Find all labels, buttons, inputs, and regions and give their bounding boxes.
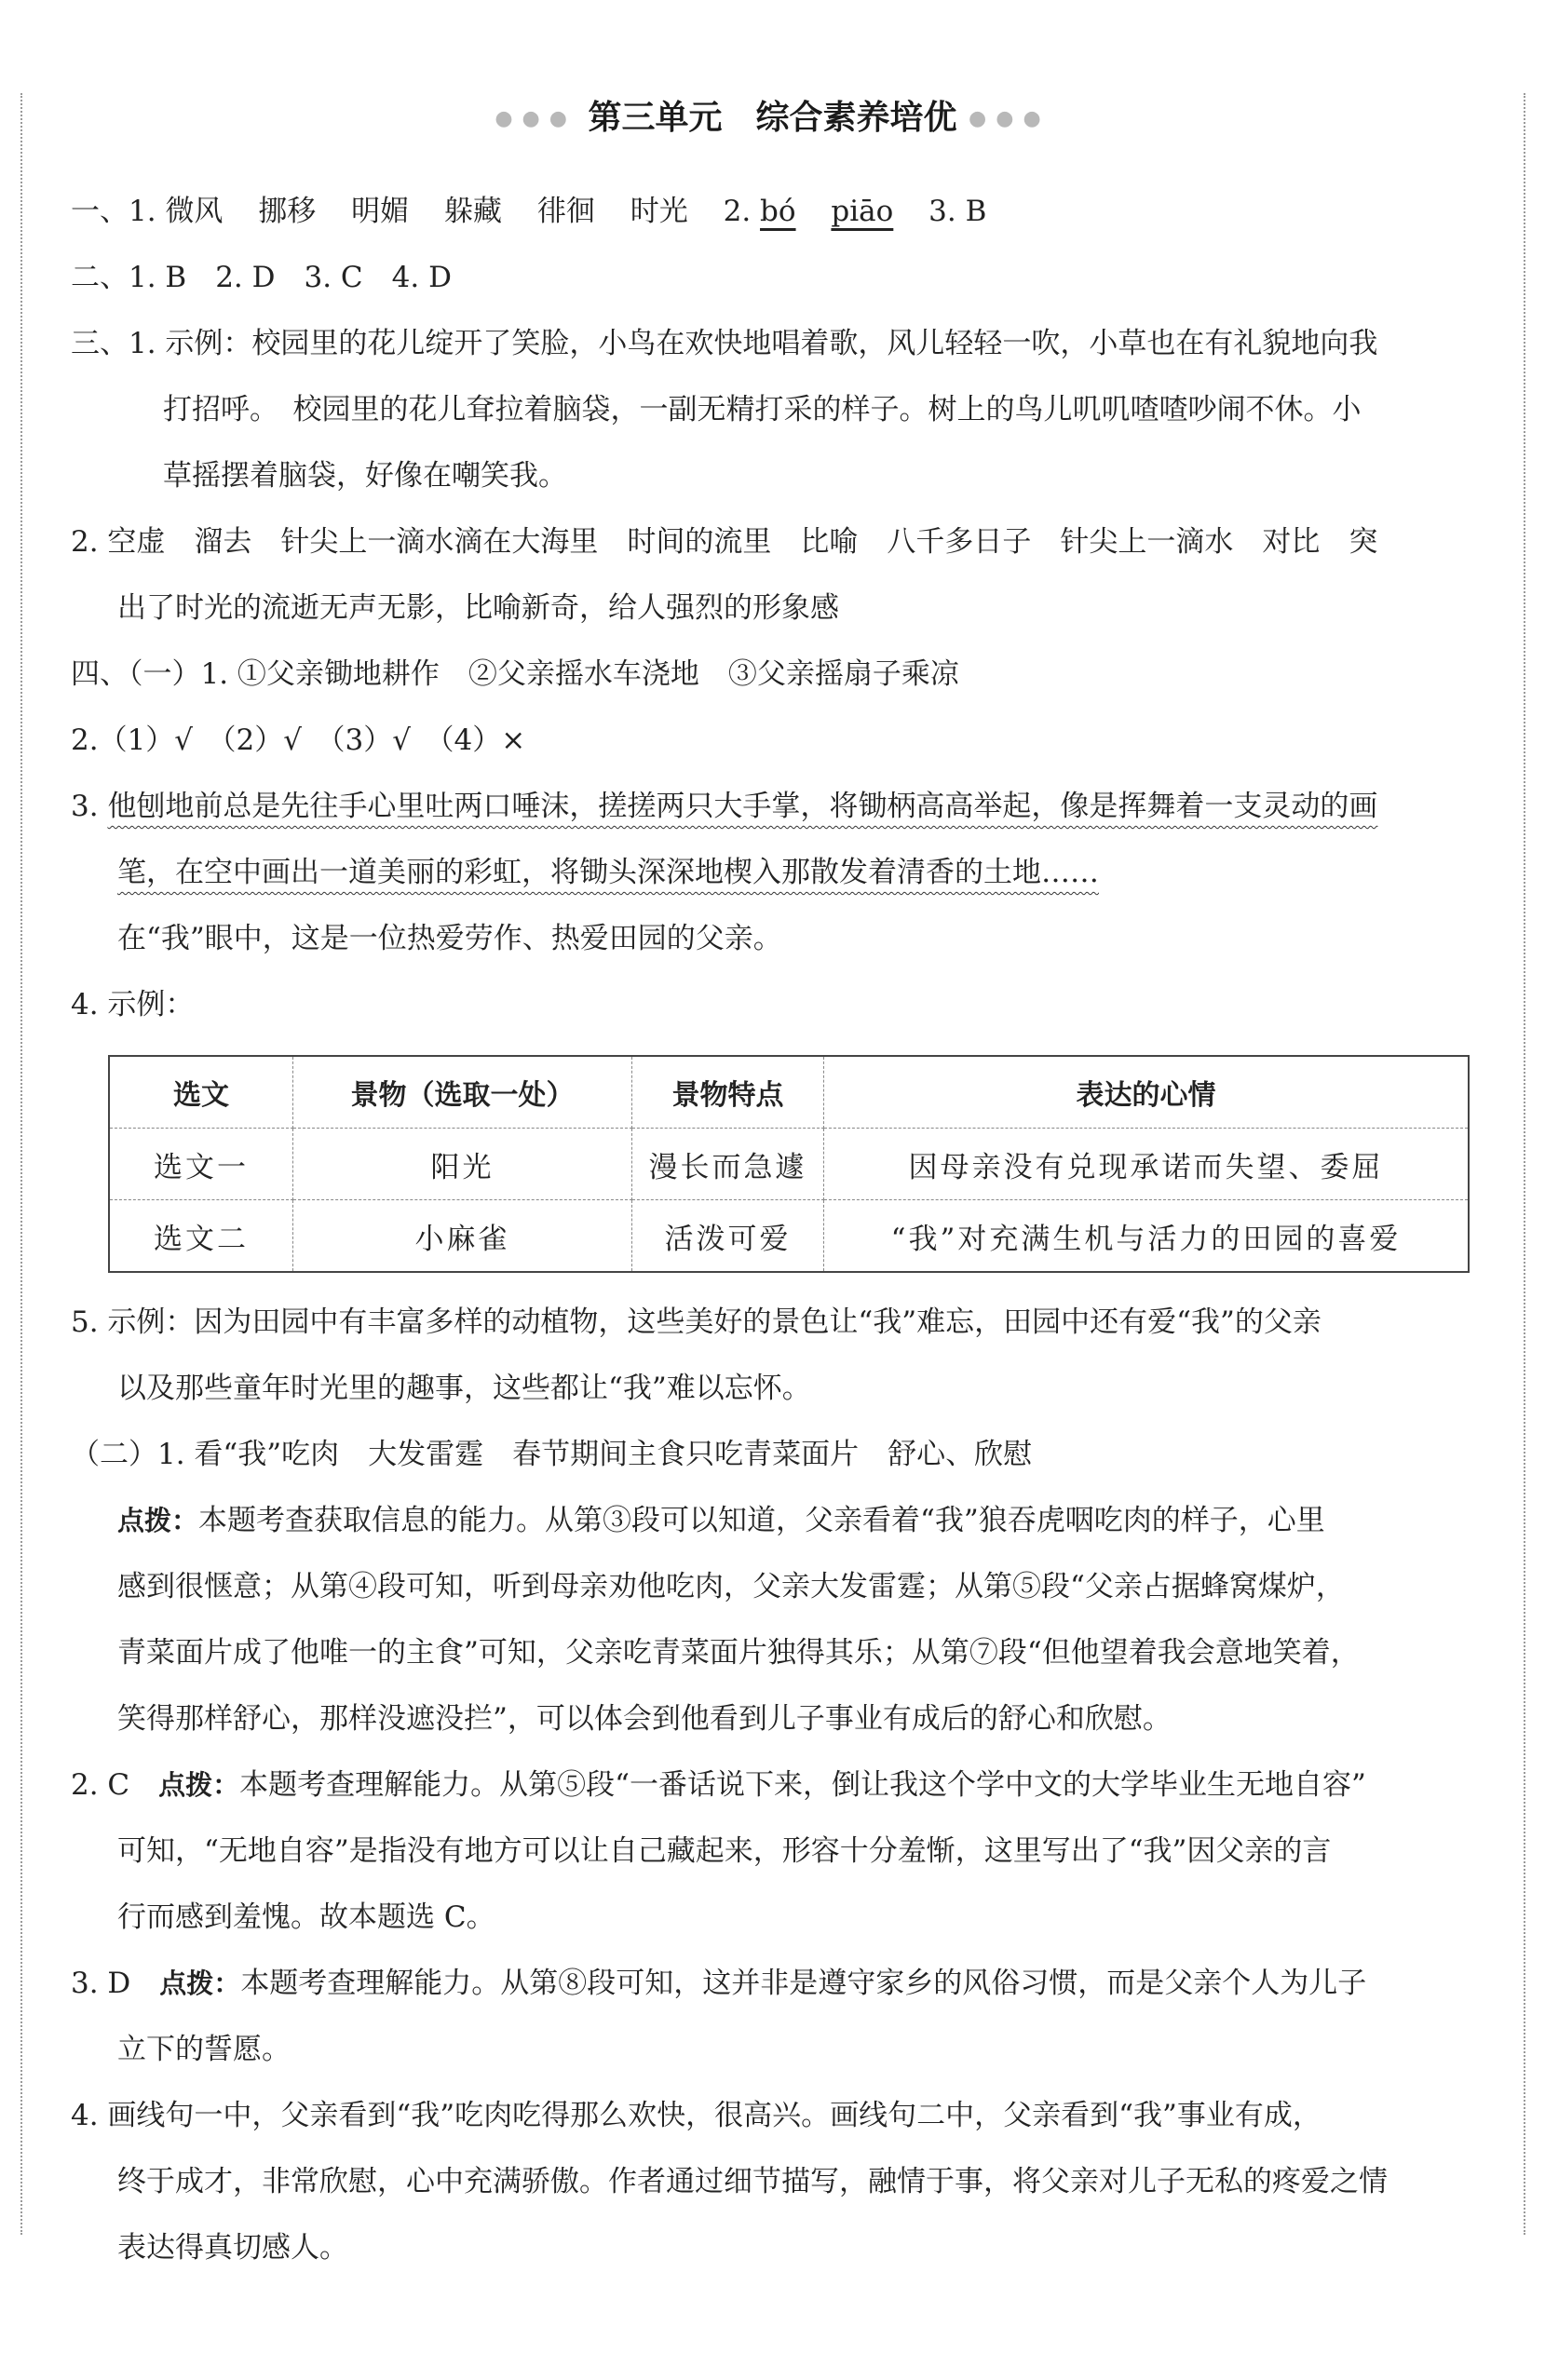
q2-answer: 2. C xyxy=(71,1768,159,1802)
page-title: 第三单元 综合素养培优 xyxy=(588,99,957,137)
section-5-q4-line-1: 4. 画线句一中，父亲看到“我”吃肉吃得那么欢快，很高兴。画线句二中，父亲看到“我”事业有成， xyxy=(71,2099,1321,2132)
hint-text: 本题考查理解能力。从第⑧段可知，这并非是遵守家乡的风俗习惯，而是父亲个人为儿子 xyxy=(240,1967,1367,2000)
pinyin-1: bó xyxy=(760,195,796,228)
table-cell: 因母亲没有兑现承诺而失望、委屈 xyxy=(824,1129,1470,1200)
word-5: 徘徊 xyxy=(536,195,595,228)
section-4-q3-line-1 xyxy=(71,774,1479,840)
wavy-underlined-text-1: 他刨地前总是先往手心里吐两口唾沫，搓搓两只大手掌，将锄柄高高举起，像是挥舞着一支灵动的画 xyxy=(107,790,1378,823)
section-4-q5-line-2: 以及那些童年时光里的趣事，这些都让“我”难以忘怀。 xyxy=(117,1372,811,1405)
left-dots-decoration: ●●● xyxy=(495,107,576,130)
table-cell: 活泼可爱 xyxy=(632,1200,824,1273)
section-5-q2-line-2: 可知，“无地自容”是指没有地方可以让自己藏起来，形容十分羞惭，这里写出了“我”因父亲的言 xyxy=(117,1834,1332,1868)
s1-prefix: 一、1. xyxy=(71,195,156,228)
section-4-q4-label: 4. 示例： xyxy=(71,988,195,1021)
word-1: 微风 xyxy=(165,195,224,228)
section-5-q4-line-3: 表达得真切感人。 xyxy=(117,2231,348,2265)
section-4-q5-line-1: 5. 示例：因为田园中有丰富多样的动植物，这些美好的景色让“我”难忘，田园中还有爱“我”的父亲 xyxy=(71,1305,1321,1339)
word-6: 时光 xyxy=(630,195,688,228)
section-5-hint-line-1 xyxy=(71,1488,1479,1554)
section-4-q3-line-2 xyxy=(71,840,1479,906)
hint-text: 本题考查获取信息的能力。从第③段可以知道，父亲看着“我”狼吞虎咽吃肉的样子，心里 xyxy=(198,1504,1325,1537)
word-2: 挪移 xyxy=(258,195,317,228)
answer-content xyxy=(71,179,1479,2281)
page-header xyxy=(0,91,1545,139)
word-3: 明媚 xyxy=(351,195,410,228)
hint-label: 点拨： xyxy=(158,1769,240,1801)
table-cell: “我”对充满生机与活力的田园的喜爱 xyxy=(824,1200,1470,1273)
table-cell: 选文二 xyxy=(109,1200,293,1273)
q3-answer: 3. D xyxy=(71,1967,160,2000)
section-5-hint-line-4: 笑得那样舒心，那样没遮没拦”，可以体会到他看到儿子事业有成后的舒心和欣慰。 xyxy=(117,1702,1172,1736)
right-dotted-border xyxy=(1524,93,1525,2235)
wavy-underlined-text-2: 笔，在空中画出一道美丽的彩虹，将锄头深深地楔入那散发着清香的土地…… xyxy=(117,856,1099,889)
table-header-row xyxy=(109,1056,1469,1129)
table-cell: 漫长而急遽 xyxy=(632,1129,824,1200)
hint-text: 本题考查理解能力。从第⑤段“一番话说下来，倒让我这个学中文的大学毕业生无地自容” xyxy=(239,1768,1366,1802)
section-4-line-1: 四、（一）1. ①父亲锄地耕作 ②父亲摇水车浇地 ③父亲摇扇子乘凉 xyxy=(71,657,959,691)
table-header-cell: 选文 xyxy=(109,1056,293,1129)
q3-answer: 3. B xyxy=(928,195,987,228)
section-5-q4-line-2: 终于成才，非常欣慰，心中充满骄傲。作者通过细节描写，融情于事，将父亲对儿子无私的疼爱之情 xyxy=(117,2165,1388,2198)
table-header-cell: 景物特点 xyxy=(632,1056,824,1129)
table-header-cell: 景物（选取一处） xyxy=(293,1056,632,1129)
section-5-line-1: （二）1. 看“我”吃肉 大发雷霆 春节期间主食只吃青菜面片 舒心、欣慰 xyxy=(71,1438,1033,1471)
q2-number: 2. xyxy=(723,195,752,228)
section-5-hint-line-3: 青菜面片成了他唯一的主食”可知，父亲吃青菜面片独得其乐；从第⑦段“但他望着我会意地笑着， xyxy=(117,1636,1360,1670)
section-5-q3-line-2: 立下的誓愿。 xyxy=(117,2033,291,2066)
hint-label: 点拨： xyxy=(159,1968,241,1999)
section-3-line-3: 草摇摆着脑袋，好像在嘲笑我。 xyxy=(163,459,567,493)
section-3-line-1: 三、1. 示例：校园里的花儿绽开了笑脸，小鸟在欢快地唱着歌，风儿轻轻一吹，小草也在有礼貌地向我 xyxy=(71,327,1378,360)
section-5-hint-line-2: 感到很惬意；从第④段可知，听到母亲劝他吃肉，父亲大发雷霆；从第⑤段“父亲占据蜂窝煤炉， xyxy=(117,1570,1345,1603)
table-cell: 阳光 xyxy=(293,1129,632,1200)
table-row xyxy=(109,1129,1469,1200)
q3-number: 3. xyxy=(71,790,99,823)
section-5-q3-line-1 xyxy=(71,1951,1479,2017)
right-dots-decoration: ●●● xyxy=(969,107,1050,130)
section-2-line: 二、1. B 2. D 3. C 4. D xyxy=(71,261,452,294)
section-5-q2-line-1 xyxy=(71,1752,1479,1819)
hint-label: 点拨： xyxy=(117,1505,199,1536)
section-1-line xyxy=(71,179,1479,245)
table-cell: 小麻雀 xyxy=(293,1200,632,1273)
table-row xyxy=(109,1200,1469,1273)
section-4-q3-conclusion: 在“我”眼中，这是一位热爱劳作、热爱田园的父亲。 xyxy=(117,922,782,955)
section-5-q2-line-3: 行而感到羞愧。故本题选 C。 xyxy=(117,1900,495,1934)
section-3-line-4: 2. 空虚 溜去 针尖上一滴水滴在大海里 时间的流里 比喻 八千多日子 针尖上一滴水 对比 突 xyxy=(71,525,1378,559)
table-header-cell: 表达的心情 xyxy=(824,1056,1470,1129)
pinyin-2: piāo xyxy=(831,195,894,228)
word-4: 躲藏 xyxy=(444,195,503,228)
scenery-table xyxy=(108,1055,1470,1273)
section-4-line-2: 2.（1）√ （2）√ （3）√ （4）× xyxy=(71,723,526,757)
left-dotted-border xyxy=(20,93,22,2235)
section-3-line-2: 打招呼。 校园里的花儿耷拉着脑袋，一副无精打采的样子。树上的鸟儿叽叽喳喳吵闹不休。小 xyxy=(163,393,1362,426)
table-cell: 选文一 xyxy=(109,1129,293,1200)
section-3-line-5: 出了时光的流逝无声无影，比喻新奇，给人强烈的形象感 xyxy=(117,591,839,625)
